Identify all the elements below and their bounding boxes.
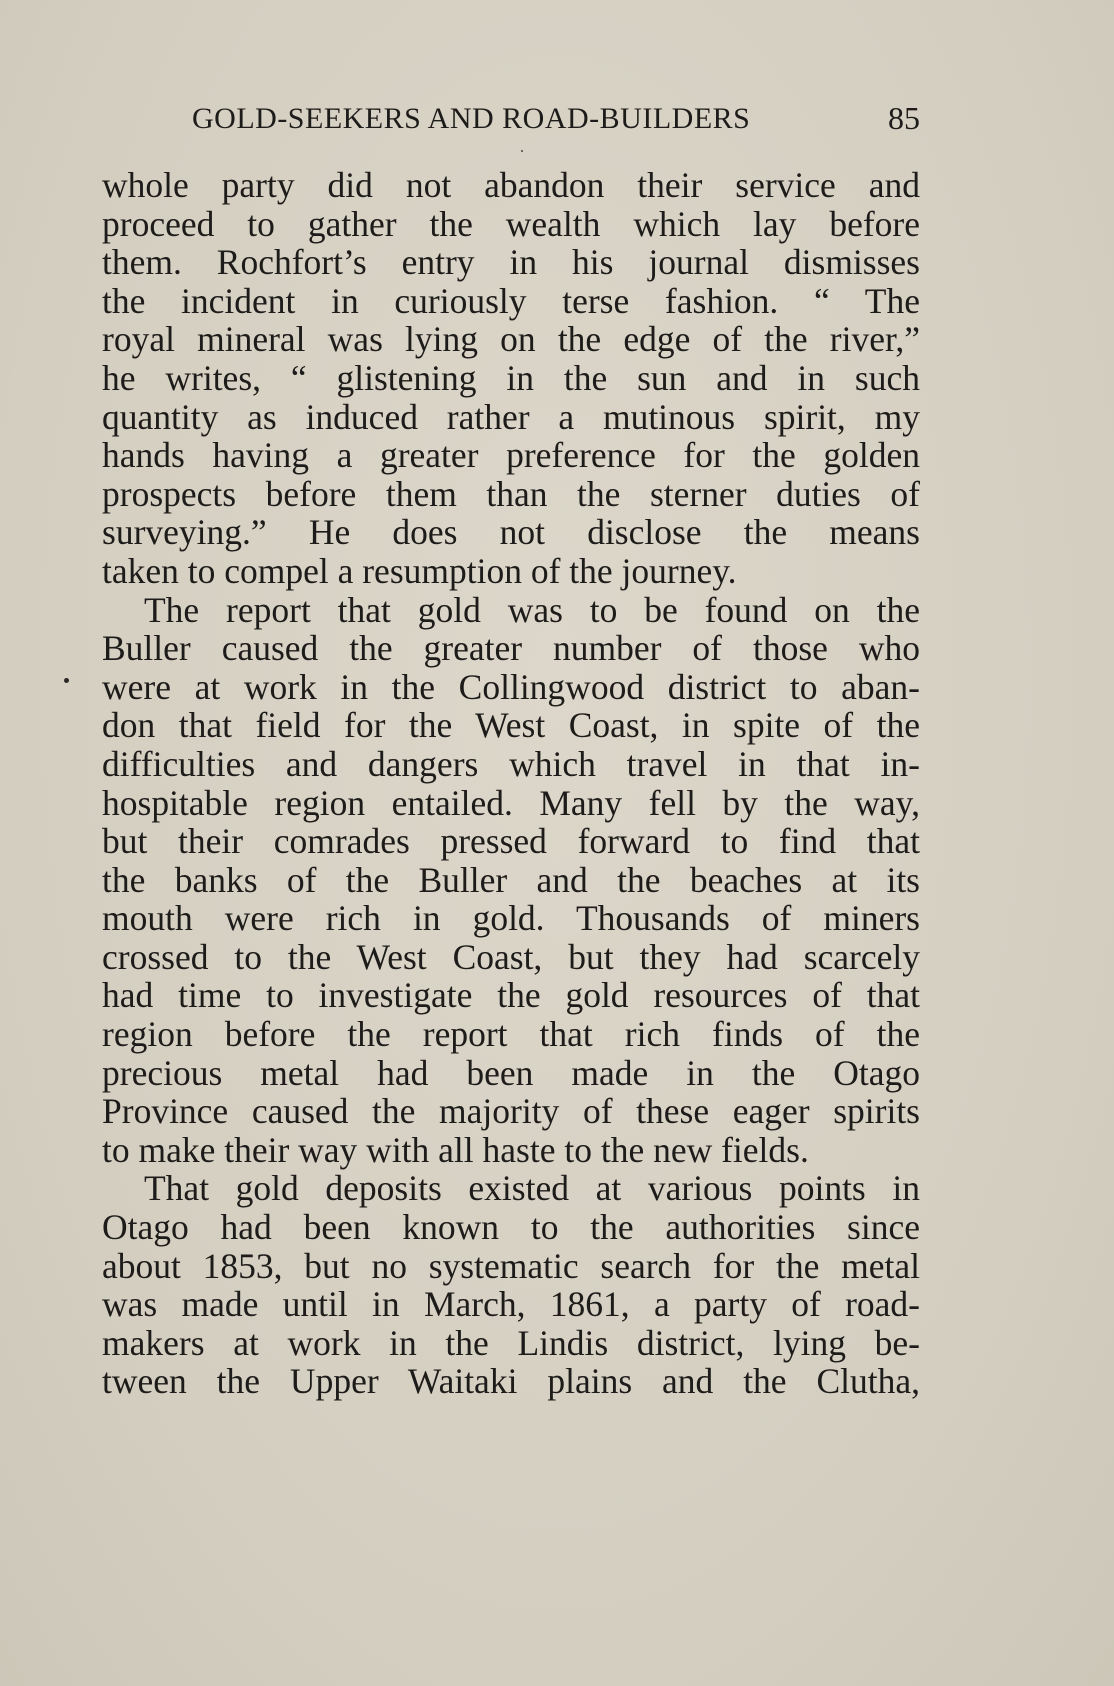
text-line: whole party did not abandon their service and xyxy=(102,165,920,205)
text-line: mouth were rich in gold. Thousands of miners xyxy=(102,898,920,939)
text-line: to make their way with all haste to the new fields. xyxy=(102,1129,809,1170)
text-line: That gold deposits existed at various points in xyxy=(144,1168,920,1209)
text-line: hospitable region entailed. Many fell by the way, xyxy=(102,782,920,823)
page-header xyxy=(102,98,920,148)
text-line: Province caused the majority of these eager spirits xyxy=(102,1091,920,1132)
text-line: had time to investigate the gold resources of that xyxy=(102,975,920,1016)
text-line: the banks of the Buller and the beaches at its xyxy=(102,859,920,900)
text-line: Otago had been known to the authorities since xyxy=(102,1207,920,1248)
text-line: Buller caused the greater number of those who xyxy=(102,628,920,669)
text-line: the incident in curiously terse fashion. “ The xyxy=(102,280,920,321)
text-line: about 1853, but no systematic search for the metal xyxy=(102,1245,920,1286)
header-tick-mark xyxy=(521,150,523,152)
text-line: crossed to the West Coast, but they had scarcely xyxy=(102,936,920,977)
text-line: region before the report that rich finds of the xyxy=(102,1014,920,1055)
text-line: quantity as induced rather a mutinous spirit, my xyxy=(102,396,920,437)
text-line: precious metal had been made in the Otago xyxy=(102,1052,920,1093)
text-line: don that field for the West Coast, in spite of the xyxy=(102,705,920,746)
text-line: them. Rochfort’s entry in his journal dismisses xyxy=(102,242,920,283)
text-line: prospects before them than the sterner duties of xyxy=(102,473,920,514)
text-line: was made until in March, 1861, a party of road- xyxy=(102,1284,920,1325)
text-line: The report that gold was to be found on the xyxy=(144,589,920,630)
text-line: difficulties and dangers which travel in that in- xyxy=(102,743,920,784)
page-number: 85 xyxy=(888,100,920,136)
text-line: proceed to gather the wealth which lay before xyxy=(102,203,920,244)
text-line: were at work in the Collingwood district to aban- xyxy=(102,666,920,707)
text-line: tween the Upper Waitaki plains and the Clutha, xyxy=(102,1361,920,1402)
margin-dot xyxy=(64,678,69,683)
text-line: he writes, “ glistening in the sun and in such xyxy=(102,357,920,398)
body-text xyxy=(102,166,920,1401)
text-line: hands having a greater preference for the golden xyxy=(102,435,920,476)
text-line: makers at work in the Lindis district, lying be- xyxy=(102,1322,920,1363)
text-line: taken to compel a resumption of the journey. xyxy=(102,550,737,591)
text-line: but their comrades pressed forward to find that xyxy=(102,821,920,862)
text-line: surveying.” He does not disclose the means xyxy=(102,512,920,553)
running-head: GOLD-SEEKERS AND ROAD-BUILDERS xyxy=(192,102,751,135)
text-line: royal mineral was lying on the edge of the river,” xyxy=(102,319,920,360)
